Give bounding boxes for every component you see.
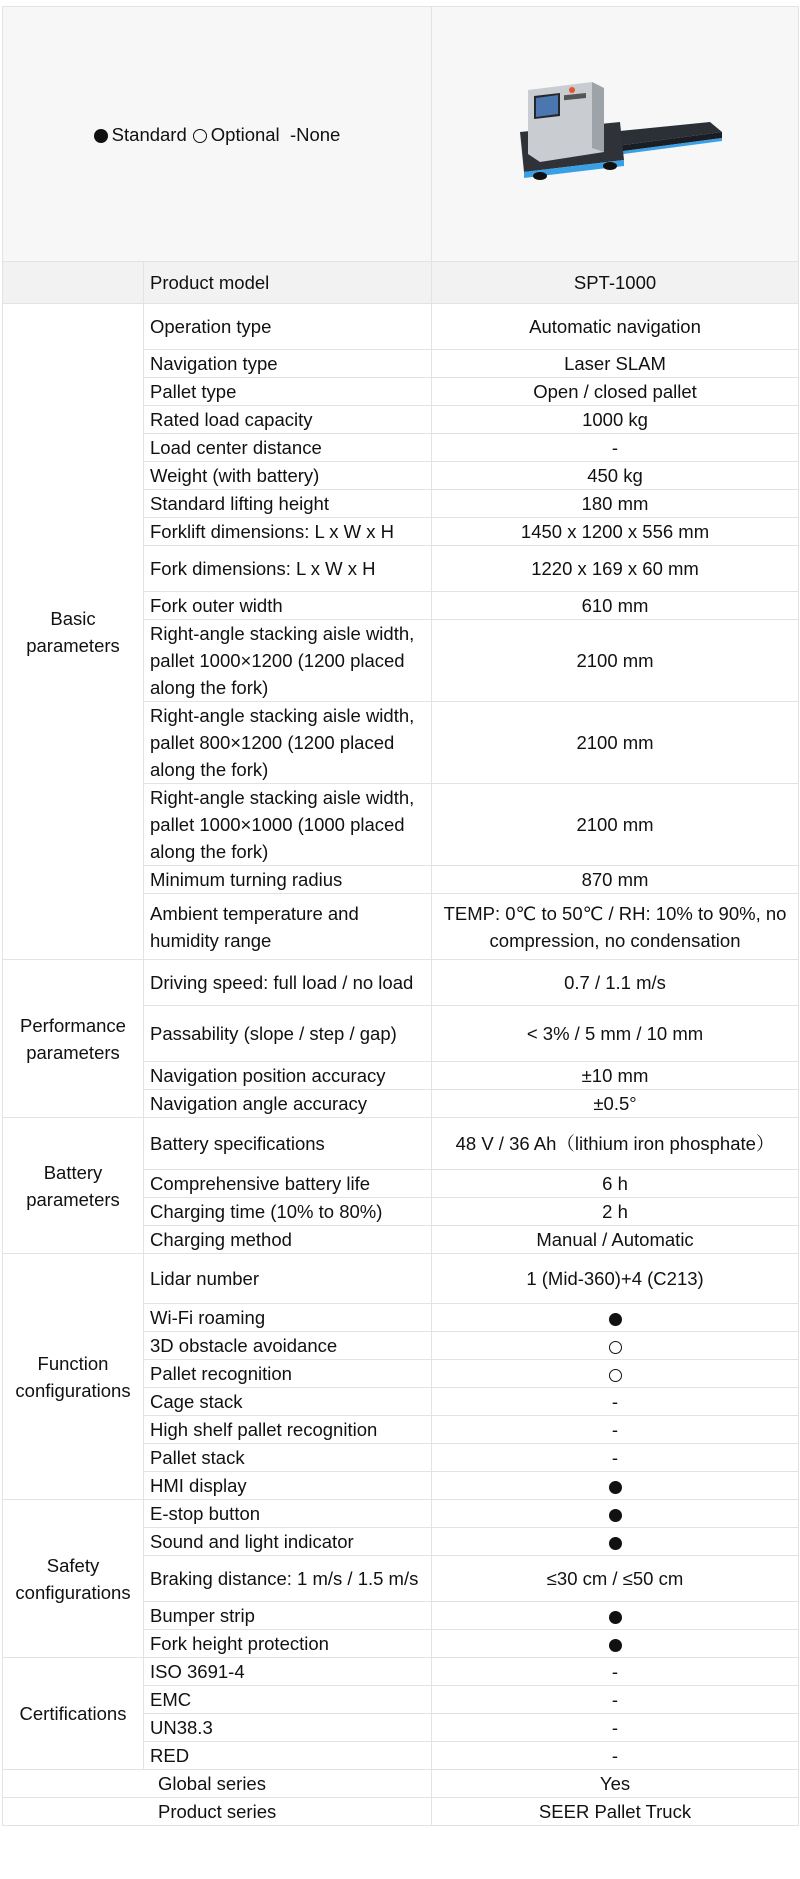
param-label: HMI display — [144, 1472, 432, 1500]
param-value: - — [432, 1686, 799, 1714]
footer-row — [3, 1798, 799, 1826]
spec-table — [2, 6, 799, 1826]
param-value: 870 mm — [432, 866, 799, 894]
section-name: Safety configurations — [3, 1500, 144, 1658]
param-label: Battery specifications — [144, 1118, 432, 1170]
param-value: - — [432, 1388, 799, 1416]
param-label: Forklift dimensions: L x W x H — [144, 518, 432, 546]
section-name: Function configurations — [3, 1254, 144, 1500]
param-value: 1220 x 169 x 60 mm — [432, 546, 799, 592]
param-label: Navigation angle accuracy — [144, 1090, 432, 1118]
footer-value: SEER Pallet Truck — [432, 1798, 799, 1826]
section-name: Basic parameters — [3, 304, 144, 960]
standard-dot-icon — [609, 1537, 622, 1550]
param-label: Braking distance: 1 m/s / 1.5 m/s — [144, 1556, 432, 1602]
param-label: RED — [144, 1742, 432, 1770]
param-value: 180 mm — [432, 490, 799, 518]
param-value: Manual / Automatic — [432, 1226, 799, 1254]
optional-ring-icon — [193, 129, 207, 143]
param-label: Navigation position accuracy — [144, 1062, 432, 1090]
param-label: Navigation type — [144, 350, 432, 378]
param-value: 1 (Mid-360)+4 (C213) — [432, 1254, 799, 1304]
table-row — [3, 304, 799, 350]
param-value: 0.7 / 1.1 m/s — [432, 960, 799, 1006]
param-label: Operation type — [144, 304, 432, 350]
param-label: Standard lifting height — [144, 490, 432, 518]
model-label: Product model — [144, 262, 432, 304]
param-label: Passability (slope / step / gap) — [144, 1006, 432, 1062]
param-symbol — [432, 1472, 799, 1500]
param-label: Cage stack — [144, 1388, 432, 1416]
param-label: Minimum turning radius — [144, 866, 432, 894]
model-value: SPT-1000 — [432, 262, 799, 304]
standard-dot-icon — [609, 1509, 622, 1522]
param-label: Pallet type — [144, 378, 432, 406]
param-symbol — [432, 1332, 799, 1360]
param-label: High shelf pallet recognition — [144, 1416, 432, 1444]
param-label: Charging time (10% to 80%) — [144, 1198, 432, 1226]
param-label: Right-angle stacking aisle width, pallet 1000×1200 (1200 placed along the fork) — [144, 620, 432, 702]
param-label: ISO 3691-4 — [144, 1658, 432, 1686]
param-label: E-stop button — [144, 1500, 432, 1528]
model-row — [3, 262, 799, 304]
standard-dot-icon — [609, 1313, 622, 1326]
param-value: ±0.5° — [432, 1090, 799, 1118]
legend-none: -None — [289, 123, 341, 145]
param-value: - — [432, 1742, 799, 1770]
footer-row — [3, 1770, 799, 1798]
param-value: 1450 x 1200 x 556 mm — [432, 518, 799, 546]
param-label: Rated load capacity — [144, 406, 432, 434]
table-row — [3, 1254, 799, 1304]
param-label: Pallet recognition — [144, 1360, 432, 1388]
param-label: Comprehensive battery life — [144, 1170, 432, 1198]
table-row — [3, 960, 799, 1006]
param-label: Load center distance — [144, 434, 432, 462]
param-symbol — [432, 1500, 799, 1528]
param-value: - — [432, 1416, 799, 1444]
param-value: 2100 mm — [432, 620, 799, 702]
param-label: UN38.3 — [144, 1714, 432, 1742]
param-label: Fork dimensions: L x W x H — [144, 546, 432, 592]
footer-label: Global series — [3, 1770, 432, 1798]
table-row — [3, 1658, 799, 1686]
param-value: TEMP: 0℃ to 50℃ / RH: 10% to 90%, no compression, no condensation — [432, 894, 799, 960]
param-label: Pallet stack — [144, 1444, 432, 1472]
standard-dot-icon — [609, 1611, 622, 1624]
param-value: ≤30 cm / ≤50 cm — [432, 1556, 799, 1602]
param-label: Sound and light indicator — [144, 1528, 432, 1556]
param-value: - — [432, 1714, 799, 1742]
param-value: 1000 kg — [432, 406, 799, 434]
param-value: - — [432, 1444, 799, 1472]
param-label: EMC — [144, 1686, 432, 1714]
param-symbol — [432, 1602, 799, 1630]
param-label: Charging method — [144, 1226, 432, 1254]
forklift-agv-icon — [500, 74, 730, 194]
param-value: 2100 mm — [432, 702, 799, 784]
param-label: Fork height protection — [144, 1630, 432, 1658]
footer-label: Product series — [3, 1798, 432, 1826]
param-value: < 3% / 5 mm / 10 mm — [432, 1006, 799, 1062]
param-symbol — [432, 1528, 799, 1556]
product-image — [432, 7, 799, 262]
section-name: Performance parameters — [3, 960, 144, 1118]
param-label: Bumper strip — [144, 1602, 432, 1630]
footer-value: Yes — [432, 1770, 799, 1798]
standard-dot-icon — [94, 129, 108, 143]
param-label: Driving speed: full load / no load — [144, 960, 432, 1006]
section-name: Battery parameters — [3, 1118, 144, 1254]
param-value: ±10 mm — [432, 1062, 799, 1090]
param-label: Ambient temperature and humidity range — [144, 894, 432, 960]
param-label: Wi-Fi roaming — [144, 1304, 432, 1332]
standard-dot-icon — [609, 1481, 622, 1494]
param-value: - — [432, 1658, 799, 1686]
optional-ring-icon — [609, 1341, 622, 1354]
param-value: 2 h — [432, 1198, 799, 1226]
param-label: Fork outer width — [144, 592, 432, 620]
standard-dot-icon — [609, 1639, 622, 1652]
section-name: Certifications — [3, 1658, 144, 1770]
param-value: 48 V / 36 Ah（lithium iron phosphate） — [432, 1118, 799, 1170]
optional-ring-icon — [609, 1369, 622, 1382]
legend — [3, 7, 432, 262]
param-label: Right-angle stacking aisle width, pallet 1000×1000 (1000 placed along the fork) — [144, 784, 432, 866]
param-value: 610 mm — [432, 592, 799, 620]
param-symbol — [432, 1304, 799, 1332]
param-value: 6 h — [432, 1170, 799, 1198]
param-value: Laser SLAM — [432, 350, 799, 378]
table-row — [3, 1500, 799, 1528]
legend-standard: Standard — [111, 123, 187, 145]
param-symbol — [432, 1360, 799, 1388]
param-value: Open / closed pallet — [432, 378, 799, 406]
param-value: 450 kg — [432, 462, 799, 490]
param-label: Right-angle stacking aisle width, pallet 800×1200 (1200 placed along the fork) — [144, 702, 432, 784]
param-value: Automatic navigation — [432, 304, 799, 350]
param-label: Weight (with battery) — [144, 462, 432, 490]
table-row — [3, 1118, 799, 1170]
param-symbol — [432, 1630, 799, 1658]
header-row — [3, 7, 799, 262]
param-label: Lidar number — [144, 1254, 432, 1304]
legend-optional: Optional — [210, 123, 280, 145]
param-value: - — [432, 434, 799, 462]
param-label: 3D obstacle avoidance — [144, 1332, 432, 1360]
param-value: 2100 mm — [432, 784, 799, 866]
